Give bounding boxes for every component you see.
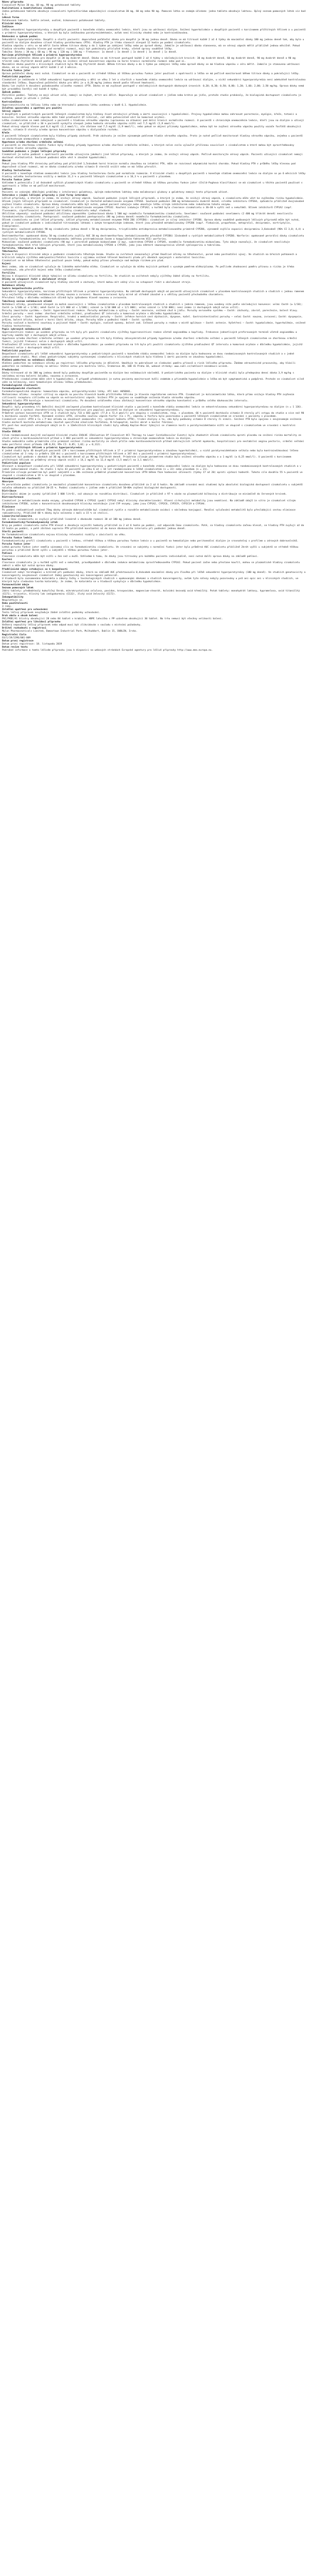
- paragraph: Cinacalcet Mylan 30 mg, 60 mg, 90 mg potahované tablety: [2, 4, 81, 7]
- section-heading: Pediatrická populace: [2, 462, 31, 465]
- section-heading: Hypotenze a/nebo zhoršení srdečního selhání: [2, 141, 63, 144]
- paragraph: Veškerý nepoužitý léčivý přípravek nebo odpad musí být zlikvidován v souladu s místními požadavky.: [2, 624, 142, 627]
- paragraph: Tabulka: Dávka | 30 mg | 60 mg | 90 mg | 120 mg | 180 mg — Frekvence: 1x denně | 1x denně | 1x denně | 1x denně | 1x denně.: [2, 50, 178, 54]
- paragraph: Tento léčivý přípravek nevyžaduje žádné zvláštní podmínky uchovávání.: [2, 612, 100, 615]
- paragraph: Datum první registrace: 18. listopadu 2019: [2, 642, 62, 646]
- paragraph: Léčba cinakalcetem se nemá zahajovat u pacientů s hladinou sérového vápníku (upravenou na albumin) pod dolní hranicí normálního rozmezí. U pacientů s chronickým onemocněním ledvin, kteří jsou na dialýze a užívají cinakalcet, se přibližně u 30 % pacientů vyskytla alespoň jedna hodnota sérového vápníku nižší než 7,5 mg/dl (1,9 mmol/l).: [2, 119, 306, 125]
- section-heading: Sekundární hyperparatyreóza: [2, 403, 41, 406]
- paragraph: Dávky titrované až do 300 mg jednou denně byly podávány dospělým pacientům na dialýze bez nežádoucích následků. U pediatrického pacienta na dialýze v klinické studii byla předepsána denní dávka 3,9 mg/kg s následnou mírnou bolestí žaludku, nauzeou a zvracením.: [2, 371, 296, 378]
- paragraph: Není známo, zda se cinakalcet vylučuje do lidského mateřského mléka. Cinakalcet se vylučuje do mléka kojících potkanů s vysokým poměrem mléko/plazma. Po pečlivém zhodnocení poměru přínosu a rizika je třeba rozhodnout, zda přerušit kojení nebo léčbu cinakalcetem.: [2, 265, 296, 272]
- paragraph: Účinek cinakalcetu na jiné léčivé přípravky. Léčivé přípravky metabolizované enzymem P450 2D6 (CYP2D6): cinakalcet je silný inhibitor CYP2D6. Úprava dávky souběžně podávaných léčivých přípravků může být nutná, pokud je cinakalcet podáván s individuálně titrovanými látkami s úzkým terapeutickým indexem, které jsou převážně metabolizovány CYP2D6 (např. flekainid, propafenon, metoprolol, desipramin, nortriptylin, klomipramin).: [2, 219, 301, 228]
- section-heading: Porucha funkce ledvin: [2, 537, 32, 540]
- paragraph: Ve farmakokinetice cinakalcetu nejsou klinicky relevantní rozdíly v závislosti na věku.: [2, 534, 126, 537]
- paragraph: Dextromethorfan: opakované dávky 50 mg cinakalcetu zvýšily AUC 30 mg dextromethorfanu (metabolizovaného převážně CYP2D6) 11násobně u rychlých metabolizátorů CYP2D6. Warfarin: opakované perorální dávky cinakalcetu neovlivnily farmakokinetiku ani farmakodynamiku (měřenou protrombinovým časem a koagulačním faktorem VII) warfarinu.: [2, 234, 306, 241]
- section-heading: Kouření: [2, 558, 12, 562]
- paragraph: U hlodavců byla zaznamenána katarakta a zákaly čočky v toxikologických studiích s opakovanými dávkami a studiích kancerogenity, avšak tyto nálezy nebyly pozorovány u psů ani opic ani v klinických studiích, ve kterých byla sledována tvorba katarakty. Je známo, že katarakta se u hlodavců vyskytuje v důsledku hypokalcémie.: [2, 577, 300, 583]
- section-heading: Kontraindikace: [2, 100, 22, 104]
- paragraph: Jádro tablety: předbobtnalý kukuřičný škrob, mikrokrystalická celulosa, povidon, krospovidon, magnesium-stearát, koloidní bezvodý oxid křemičitý. Potah tablety: monohydrát laktosy, hypromelosa, oxid titaničitý (E171), triacetin, hlinitý lak indigokarmínu (E132), žlutý oxid železitý (E172).: [2, 589, 301, 596]
- section-heading: Křeče: [2, 131, 9, 134]
- section-heading: Registrační čísla: [2, 633, 27, 636]
- paragraph: Neuplatňuje se.: [2, 599, 24, 602]
- section-heading: Léková forma: [2, 16, 20, 20]
- paragraph: Pacienti se vzácnými dědičnými problémy s intolerancí galaktosy, úplným nedostatkem laktázy nebo malabsorpcí glukosy a galaktosy nemají tento přípravek užívat.: [2, 191, 229, 194]
- paragraph: Bezpečnost cinakalcetu při léčbě sekundární hyperparatyreózy u pediatrických pacientů v konečném stádiu onemocnění ledvin na dialýze byla hodnocena ve dvou randomizovaných kontrolovaných studiích a v jedné jednoramenné studii. Mezi všemi pediatrickými subjekty vystavenými cinakalcetu v klinických studiích bylo hlášeno 1 úmrtí pacienta se závažnou hypokalcémií.: [2, 353, 296, 359]
- section-heading: Název přípravku: [2, 1, 24, 4]
- paragraph: Poruchy imunitního systému — časté: hypersenzitivní reakce. Poruchy metabolismu a výživy — časté: anorexie, snížená chuť k jídlu. Poruchy nervového systému — časté: záchvaty, závrať, parestezie, bolest hlavy. Srdeční poruchy — není známo: zhoršení srdečního selhání, prodloužení QT intervalu a komorová arytmie v důsledku hypokalcémie.: [2, 309, 300, 315]
- section-heading: Popis vybraných nežádoucích účinků: [2, 328, 51, 331]
- section-heading: Fertilita, těhotenství a kojení: [2, 247, 46, 250]
- paragraph: Hlášení podezření na nežádoucí účinky po registraci léčivého přípravku je důležité. Umožňuje to pokračovat ve sledování poměru přínosů a rizik léčivého přípravku. Žádáme zdravotnické pracovníky, aby hlásili podezření na nežádoucí účinky na adresu: Státní ústav pro kontrolu léčiv, Šrobárova 48, 100 41 Praha 10, webové stránky: www.sukl.cz/nahlasit-nezadouci-ucinek.: [2, 362, 297, 368]
- paragraph: Cinakalcet je indikován k léčbě sekundární hyperparatyreózy u dětí ve věku 3 let a starších v konečném stádiu onemocnění ledvin na udržovací dialýze, u nichž sekundární hyperparatyreóza není adekvátně kontrolována standardní léčbou. Doporučená počáteční dávka pro děti je ≤ 0,20 mg/kg jednou denně podle tělesné hmotnosti.: [2, 79, 307, 85]
- paragraph: Clearance cinakalcetu je u kuřáků vyšší než u nekuřáků, pravděpodobně v důsledku indukce metabolismu zprostředkovaného CYP1A2. Pokud pacient začne nebo přestane kouřit, mohou se plazmatické hladiny cinakalcetu změnit a může být nutná úprava dávky.: [2, 562, 301, 568]
- section-heading: Těhotenství: [2, 250, 18, 253]
- paragraph: Cinakalcet byl podáván v dávkách od 30 mg dvakrát denně až po 90 mg čtyřikrát denně. Primárním cílovým parametrem studie bylo snížení sérového vápníku o ≥ 1 mg/dl (≥ 0,25 mmol/l). U pacientů s karcinomem příštítných tělísek se průměrný sérový vápník snížil z 14,1 mg/dl na 12,4 mg/dl (3,5 mmol/l na 3,1 mmol/l).: [2, 455, 293, 462]
- section-heading: Předklinické údaje vztahující se k bezpečnosti: [2, 568, 68, 571]
- section-heading: Farmakokinetický/farmakodynamický vztah: [2, 521, 58, 524]
- section-heading: Doba použitelnosti: [2, 602, 28, 605]
- section-heading: Pediatrická populace: [2, 76, 31, 79]
- section-heading: Nežádoucí účinky: [2, 284, 25, 287]
- section-heading: Absorpce: [2, 481, 14, 484]
- section-heading: Dávkování a způsob podání: [2, 35, 38, 38]
- section-heading: Předávkování: [2, 368, 20, 371]
- section-heading: Kojení: [2, 262, 11, 265]
- section-heading: Eliminace: [2, 505, 15, 509]
- paragraph: Lehká porucha funkce jater neměla významný vliv na farmakokinetiku cinakalcetu. Ve srovnání se subjekty s normální funkcí jater byla průměrná AUC cinakalcetu přibližně 2krát vyšší u subjektů se středně těžkou poruchou a přibližně 4krát vyšší u subjektů s těžkou poruchou funkce jater.: [2, 546, 300, 552]
- paragraph: Cinakalcet snížil iPTH a Ca × P bez ohledu na závažnost onemocnění (tj. výchozí hodnotu iPTH), trvání dialýzy a to, zda byly podávány vitamin D steroly či nikoli. Snížení PTH bylo spojeno s nevýznamným snížením hladin markerů kostního metabolismu (kostně specifická alkalická fosfatáza, N-telopeptid, kostní obrat a kostní fibróza).: [2, 418, 303, 425]
- paragraph: Cévní poruchy — časté: hypotenze. Respirační, hrudní a mediastinální poruchy — časté: infekce horních cest dýchacích, dyspnoe, kašel. Gastrointestinální poruchy — velmi časté: nauzea, zvracení; časté: dyspepsie, průjem, bolest břicha, bolest v horní části břicha, zácpa. Poruchy kůže a podkožní tkáně — časté: vyrážka.: [2, 315, 304, 321]
- paragraph: Potahovaná tableta. Světle zelené, oválné, bikonvexní potahované tablety.: [2, 20, 106, 23]
- paragraph: Desipramin: současné podávání 90 mg cinakalcetu jednou denně s 50 mg desipraminu, tricyklického antidepresiva metabolizovaného primárně CYP2D6, významně zvýšilo expozici desipraminu 3,6násobně (90% CI 3,0; 4,4) u rychlých metabolizátorů CYP2D6.: [2, 228, 306, 234]
- section-heading: Farmakokinetické vlastnosti: [2, 478, 41, 481]
- paragraph: Doporučená počáteční dávka pro dospělé je 30 mg dvakrát denně. Dávka se má titrovat postupně každé 2 až 4 týdny v následujících krocích: 30 mg dvakrát denně, 60 mg dvakrát denně, 90 mg dvakrát denně a 90 mg třikrát nebo čtyřikrát denně podle potřeby ke snížení sérové koncentrace vápníku na horní hranici normálního rozmezí nebo pod ni.: [2, 57, 297, 63]
- paragraph: Léčba sekundární hyperparatyreózy u dospělých pacientů v konečném stádiu onemocnění ledvin, kteří jsou na udržovací dialýze. Snížení hyperkalcémie u dospělých pacientů s karcinomem příštítných tělísek a u pacientů s primární hyperparatyreózou, u kterých by byla indikována paratyreoidektomie, avšak není klinicky vhodná nebo je kontraindikována.: [2, 29, 307, 35]
- paragraph: Při post-hoc analýzách sdružených údajů ze 6- a 12měsíčních klinických studií byly odhady Kaplan-Meier týkající se zlomenin kostí a paratyreoidektomie nižší ve skupině s cinakalcetem ve srovnání s kontrolní skupinou.: [2, 425, 297, 431]
- paragraph: AUC a Cmax cinakalcetu se zvyšují přibližně lineárně v dávkovém rozmezí 30 až 180 mg jednou denně.: [2, 518, 142, 521]
- paragraph: V jedné studii bylo 46 dospělých pacientů (29 s karcinomem příštítných tělísek a 17 s primární hyperparatyreózou a závažnou hyperkalcémií, u nichž paratyreoidektomie selhala nebo byla kontraindikována) léčeno cinakalcetem až 3 roky (v průměru 328 dní u pacientů s karcinomem příštítných tělísek a 347 dní u pacientů s primární hyperparatyreózou).: [2, 449, 300, 455]
- section-heading: Kvalitativní a kvantitativní složení: [2, 7, 54, 10]
- paragraph: Nejsou k dispozici klinické údaje o podávání cinakalcetu těhotným ženám. Studie na zvířatech nenaznačují přímé škodlivé účinky na těhotenství, porod nebo postnatální vývoj. Ve studiích na březích potkanech a králících nebyla zjištěna embryonální/fetální toxicita s výjimkou snížené tělesné hmotnosti plodu při dávkách spojených s maternální toxicitou.: [2, 253, 299, 259]
- paragraph: Poruchy svalové a kosterní soustavy a pojivové tkáně — časté: myalgie, svalové spasmy, bolest zad. Celkové poruchy a reakce v místě aplikace — časté: astenie. Vyšetření — časté: hypokalcémie, hyperkalémie, snížené hladiny testosteronu.: [2, 321, 307, 328]
- section-heading: Tabulkový seznam nežádoucích účinků: [2, 300, 52, 303]
- paragraph: Sekundární hyperparatyreóza, karcinom příštítných tělísek a primární hyperparatyreóza. Na základě dostupných údajů od pacientů užívajících cinakalcet v placebem kontrolovaných studiích a studiích s jednou ramenem byly nejčastěji hlášenými nežádoucími účinky nauzea a zvracení. Nauzea a zvracení byly mírné až středně závažné a u většiny pacientů přechodného charakteru.: [2, 291, 306, 297]
- paragraph: Údaje in vitro ukazují, že cinakalcet je částečně metabolizován enzymem CYP1A2. Kouření indukuje CYP1A2; u kuřáků byla clearance cinakalcetu o 36–38 % vyšší než u nekuřáků. Účinek inhibitorů CYP1A2 (např. fluvoxamin, ciprofloxacin) na plazmatické hladiny cinakalcetu nebyl studován.: [2, 207, 294, 213]
- section-heading: Hlášení podezření na nežádoucí účinky: [2, 359, 55, 362]
- paragraph: Nežádoucí účinky, považované alespoň za možná související s léčbou cinakalcetem v placebem kontrolovaných studiích a studiích s jedním ramenem, jsou uvedeny níže podle následující konvence: velmi časté (≥ 1/10); časté (≥ 1/100 až < 1/10); méně časté (≥ 1/1 000 až < 1/100); vzácné (≥ 1/10 000 až < 1/1 000); velmi vzácné (< 1/10 000); není známo (z dostupných údajů nelze určit).: [2, 303, 304, 309]
- section-heading: Účinky na schopnost řídit a obsluhovat stroje: [2, 278, 66, 281]
- section-heading: Datum první registrace: [2, 639, 33, 642]
- section-heading: Interakce s jinými léčivými přípravky a jiné formy interakce: [2, 194, 88, 197]
- paragraph: Cinakalcet nebyl teratogenní u králíků při podávání dávky, která na základě AUC představovala 0,4násobek maximální dávky pro člověka při léčbě sekundární hyperparatyreózy (180 mg denně). Ve studiích genotoxicity a kancerogenity nevykazoval cinakalcet žádný genotoxický ani kancerogenní potenciál.: [2, 571, 307, 577]
- section-heading: Karcinom příštítných tělísek a primární hyperparatyreóza: [2, 446, 82, 449]
- paragraph: Snížení hladin PTH koreluje s koncentrací cinakalcetu. Po dosažení ustáleného stavu zůstávají koncentrace sérového vápníku konstantní v průběhu celého dávkovacího intervalu.: [2, 400, 249, 402]
- paragraph: Uhličitan vápenatý: současné podávání uhličitanu vápenatého (jednorázová dávka 1 500 mg) nezměnilo farmakokinetiku cinakalcetu. Sevelamer: současné podávání sevelameru (2 400 mg třikrát denně) neovlivnilo farmakokinetiku cinakalcetu. Pantoprazol: současné podávání pantoprazolu (80 mg jednou denně) nezměnilo farmakokinetiku cinakalcetu.: [2, 213, 294, 219]
- section-heading: Zvláštní opatření pro uchovávání: [2, 608, 48, 612]
- paragraph: Midazolam: současné podávání cinakalcetu (90 mg) s perorálně podaným midazolamem (2 mg), substrátem CYP3A4 a CYP3A5, nezměnilo farmakokinetiku midazolamu. Tyto údaje naznačují, že cinakalcet neovlivňuje farmakokinetiku těch tříd léčivých přípravků, které jsou metabolizovány CYP3A4 a CYP3A5, jako jsou některé imunosupresiva včetně cyklosporinu a takrolimu.: [2, 241, 291, 247]
- paragraph: Pokud sérový vápník klesne pod 8,4 mg/dl (2,1 mmol/l), ale zůstane nad 7,5 mg/dl (1,9 mmol/l), nebo pokud se objeví příznaky hypokalcémie, mohou být ke zvýšení sérového vápníku použity vazače fosfátů obsahující vápník, vitamin D steroly a/nebo úprava koncentrace vápníku v dialyzačním roztoku.: [2, 125, 303, 131]
- section-heading: Biotransformace: [2, 496, 24, 499]
- section-heading: Porucha funkce jater: [2, 543, 31, 546]
- paragraph: Hypersenzitivní reakce: po uvedení přípravku na trh byly při použití cinakalcetu zjištěny hypersenzitivní reakce včetně angioedému a kopřivky. Frekvence jednotlivých preferovaných termínů včetně angioedému a kopřivky nemůže být z dostupných údajů určena.: [2, 331, 299, 337]
- paragraph: Průměrné výchozí koncentrace iPTH ve 3 studiích byly 733 a 683 pg/ml (77,8 a 72,4 pmol/l) pro skupiny s cinakalcetem, resp. s placebem. 66 % pacientů dostávalo vitamin D steroly při vstupu do studie a více než 90 % dostávalo vazače fosfátů. Významné snížení iPTH, sérového součinu vápník-fosfor (Ca × P), vápníku a fosforu bylo pozorováno u pacientů léčených cinakalcetem ve srovnání s pacienty s placebem.: [2, 412, 306, 418]
- section-heading: Zvláštní opatření pro likvidaci přípravku: [2, 621, 61, 624]
- paragraph: Hladina vápníku v séru se má měřit často během titrace dávky a do 1 týdne po zahájení léčby nebo po úpravě dávky. Jakmile je udržovací dávka stanovena, má se sérový vápník měřit přibližně jednou měsíčně. Pokud hladina sérového vápníku klesne pod normální rozmezí, mají být podniknuty příslušné kroky, včetně úpravy souběžné léčby.: [2, 44, 301, 50]
- section-heading: Pohlaví: [2, 552, 12, 555]
- paragraph: 3 roky.: [2, 605, 12, 608]
- paragraph: Hypersenzitivita na léčivou látku nebo na kteroukoli pomocnou látku uvedenou v bodě 6.1. Hypokalcémie.: [2, 104, 148, 107]
- section-heading: Souhrn bezpečnostního profilu: [2, 287, 44, 291]
- paragraph: Předávkování cinakalcetem může vést k hypokalcémii. V případě předávkování je nutno pacienty monitorovat kvůli známkám a příznakům hypokalcémie a léčba má být symptomatická a podpůrná. Protože se cinakalcet silně váže na bílkoviny, není hemodialýza účinnou léčbou předávkování.: [2, 378, 306, 384]
- paragraph: Mylan Pharmaceuticals Limited, Damastown Industrial Park, Mulhuddart, Dublin 15, DUBLIN, Irsko.: [2, 630, 138, 633]
- section-heading: Zvláštní upozornění a opatření pro použití: [2, 107, 62, 110]
- paragraph: PVC/PVDC/Al blistry obsahující 28 nebo 84 tablet v krabičce. HDPE lahvička s PP uzávěrem obsahující 30 tablet. Na trhu nemusí být všechny velikosti balení.: [2, 618, 223, 621]
- paragraph: Brzy po podání cinakalcetu začne PTH klesat a dosahuje nejnižší hodnoty přibližně za 2 až 6 hodin po podání, což odpovídá Cmax cinakalcetu. Poté, co hladiny cinakalcetu začnou klesat, se hladiny PTH zvyšují až do 12 hodin po podání, a poté zůstává supresie PTH přibližně konstantní až do konce dávkovacího intervalu při podávání jednou denně.: [2, 524, 306, 530]
- paragraph: EU/1/19/1396/001-009: [2, 636, 31, 639]
- paragraph: Clearance cinakalcetu může být nižší u žen než u mužů. Vzhledem k tomu, že dávky jsou titrovány pro každého pacienta individuálně, není nutná další úprava dávky na základě pohlaví.: [2, 555, 259, 558]
- paragraph: U pacientů léčených cinakalcetem byly hlášeny případy záchvatů. Práh záchvatu je snížen významným poklesem hladin sérového vápníku. Proto je nutné pečlivě monitorovat hladiny sérového vápníku, zejména u pacientů se záchvatovým onemocněním v anamnéze.: [2, 135, 304, 141]
- paragraph: Hypotenze a/nebo zhoršení srdečního selhání: po uvedení přípravku na trh byly hlášeny idiosynkratické případy hypotenze a/nebo zhoršení srdečního selhání u pacientů léčených cinakalcetem se zhoršenou srdeční funkcí, jejichž frekvenci nelze z dostupných údajů určit.: [2, 337, 299, 344]
- section-heading: Porucha funkce jater: [2, 178, 31, 181]
- paragraph: Účinek jiných léčivých přípravků na cinakalcet. Cinakalcet je částečně metabolizován enzymem CYP3A4. Současné podávání 200 mg ketokonazolu dvakrát denně, silného inhibitoru CYP3A4, způsobilo přibližně dvojnásobné zvýšení hladin cinakalcetu. Úprava dávky cinakalcetu může být nutná, pokud pacient zahajuje nebo ukončuje léčbu silným inhibitorem nebo induktorem tohoto enzymu.: [2, 200, 306, 207]
- paragraph: Dávku lze zvýšit k dosažení požadovaného cílového rozmezí iPTH. Dávka se má zvyšovat postupně v následujících dostupných dávkových úrovních: 0,20; 0,30; 0,50; 0,80; 1,20; 1,60; 2,00; 2,50 mg/kg. Úprava dávky nemá být prováděna častěji než každé 4 týdny.: [2, 85, 306, 91]
- paragraph: Maximální dávka použitá v klinických studiích byla 90 mg čtyřikrát denně. Během titrace dávky a do 1 týdne po zahájení léčby nebo úpravě dávky se má hladina vápníku v séru měřit. Jakmile je stanovena udržovací dávka, má se sérový vápník měřit každé 2 až 3 měsíce.: [2, 63, 301, 69]
- paragraph: Cinakalcet se má během těhotenství používat pouze tehdy, pokud možný přínos převažuje nad možným rizikem pro plod.: [2, 259, 165, 262]
- paragraph: Po podání radioaktivně značené 75mg dávky zdravým dobrovolníkům byl cinakalcet rychle a rozsáhle metabolizován oxidací s následnou konjugací. Renální vylučování metabolitů bylo převládající cestou eliminace radioaktivity. Přibližně 80 % dávky bylo nalezeno v moči a 15 % ve stolici.: [2, 509, 297, 515]
- paragraph: Studie nedosáhla svého primárního cíle prokázat snížení rizika mortality ze všech příčin nebo kardiovaskulárních příhod zahrnujících infarkt myokardu, hospitalizaci pro nestabilní anginu pectoris, srdeční selhání nebo periferní cévní příhodu (HR 0,93; 95% CI: 0,85; 1,02; p = 0,112).: [2, 440, 306, 446]
- paragraph: Cinakalcet je nutno podávat s opatrností pacientům užívajícím jakékoli jiné léčivé přípravky, o kterých je známo, že snižují sérový vápník. Pečlivě monitorujte sérový vápník. Pacienti užívající cinakalcet nemají dostávat etelkalcetid. Současné podávání může vést k závažné hypokalcémii.: [2, 154, 304, 160]
- paragraph: Léčivé přípravky, o kterých je známo, že snižují sérový vápník. Současné podávání jiných léčivých přípravků, o kterých je známo, že snižují sérový vápník, a cinakalcetu může vést ke zvýšenému riziku hypokalcémie.: [2, 197, 304, 200]
- section-heading: Klinické údaje: [2, 23, 22, 26]
- paragraph: Podrobné informace o tomto léčivém přípravku jsou k dispozici na webových stránkách Evropské agentury pro léčivé přípravky http://www.ema.europa.eu.: [2, 649, 213, 652]
- section-heading: Souběžné podávání s jinými léčivými přípravky: [2, 150, 66, 154]
- section-heading: Datum revize textu: [2, 646, 28, 649]
- section-heading: Obecné: [2, 160, 11, 163]
- paragraph: Dospělí: byly provedeny tři 6měsíční dvojitě zaslepené placebem kontrolované klinické studie u pacientů v konečném stádiu onemocnění ledvin se nekontrolovanou sekundární hyperparatyreózou na dialýze (n = 1 136). Demografické a výchozí charakteristiky byly reprezentativní pro populaci pacientů na dialýze se sekundární hyperparatyreózou.: [2, 406, 304, 412]
- paragraph: Perorální podání. Tablety se mají užívat celé, nemají se žvýkat, drtit ani dělit. Doporučuje se užívat cinakalcet s jídlem nebo krátce po jídle, protože studie prokázaly, že biologická dostupnost cinakalcetu je zvýšena, pokud je užíván s jídlem.: [2, 94, 303, 100]
- section-heading: Karcinom příštítných tělísek a primární hyperparatyreóza: [2, 54, 82, 57]
- section-heading: Sérový vápník: [2, 110, 21, 113]
- section-heading: Starší pacienti: [2, 530, 24, 533]
- section-heading: Studie EVOLVE: [2, 431, 21, 434]
- paragraph: Distribuční objem je vysoký (přibližně 1 000 litrů), což ukazuje na rozsáhlou distribuci. Cinakalcet je přibližně z 97 % vázán na plazmatické bílkoviny a distribuuje se minimálně do červených krvinek.: [2, 493, 287, 496]
- paragraph: Sekundární hyperparatyreóza. Dospělí a starší pacienti: doporučená počáteční dávka pro dospělé je 30 mg jednou denně. Dávka se má titrovat každé 2 až 4 týdny do maximální dávky 180 mg jednou denně tak, aby bylo u pacientů na dialýze dosaženo cílové hladiny parathormonu (PTH). Hladiny PTH je třeba stanovit alespoň 12 hodin po podání cinakalcetu.: [2, 38, 306, 44]
- section-heading: Porucha funkce jater: [2, 70, 31, 73]
- section-heading: Druh obalu a obsah balení: [2, 615, 38, 618]
- section-heading: Farmakologické vlastnosti: [2, 384, 38, 387]
- paragraph: U pacientů s konečným stádiem onemocnění ledvin jsou hladiny testosteronu často pod normálním rozmezím. V klinické studii u dospělých pacientů s konečným stádiem onemocnění ledvin na dialýze se po 6 měsících léčby hladiny volného testosteronu snížily o medián 31,3 % u pacientů léčených cinakalcetem a o 16,3 % u pacientů s placebem.: [2, 172, 307, 178]
- paragraph: U pacientů se zhoršenou srdeční funkcí byly hlášeny případy hypotenze a/nebo zhoršení srdečního selhání, u kterých nelze zcela vyloučit příčinnou souvislost s cinakalcetem a které mohou být zprostředkovány snížením hladin sérového vápníku.: [2, 144, 296, 150]
- section-heading: Farmaceutické údaje: [2, 583, 29, 586]
- paragraph: Farmakokinetický profil cinakalcetu u pacientů s lehkou, středně těžkou a těžkou poruchou funkce ledvin a u pacientů na hemodialýze nebo peritoneální dialýze je srovnatelný s profilem u zdravých dobrovolníků.: [2, 540, 299, 543]
- paragraph: Pokud jsou hladiny PTH chronicky potlačeny pod přibližně 1,5násobek horní hranice normálu zkouškou na intaktní PTH, může se rozvinout adynamická kostní choroba. Pokud hladiny PTH v průběhu léčby klesnou pod doporučené cílové rozmezí, má se dávka cinakalcetu a/nebo vitamin D sterolů snížit nebo se má léčba přerušit.: [2, 163, 297, 169]
- paragraph: Po perorálním podání cinakalcetu je maximální plazmatické koncentrace cinakalcetu dosaženo přibližně za 2 až 6 hodin. Na základě srovnání mezi studiemi byla absolutní biologická dostupnost cinakalcetu u subjektů nalačno odhadnuta na přibližně 20–25 %. Podání cinakalcetu s jídlem vede k přibližně 50–80% zvýšení biologické dostupnosti.: [2, 484, 304, 490]
- section-heading: Linearita/nelinearita: [2, 515, 32, 518]
- paragraph: U pacientů užívajících cinakalcet byly hlášeny závratě a záchvaty, které mohou mít vážný vliv na schopnost řídit a obsluhovat stroje.: [2, 281, 192, 284]
- paragraph: Vzhledem k potenciálu 2 až 4násobně vyšších plazmatických hladin cinakalcetu u pacientů se středně těžkou až těžkou poruchou funkce jater (Child-Pughova klasifikace) se má cinakalcet u těchto pacientů používat s opatrností a léčba se má pečlivě monitorovat.: [2, 181, 304, 188]
- section-heading: Laktosa: [2, 188, 12, 191]
- paragraph: Cílem randomizované dvojitě zaslepené klinické studie EVOLVE (EValuation Of Cinacalcet HCl Therapy to Lower CardioVascular Events) bylo zhodnotit účinek cinakalcetu oproti placebu na snížení rizika mortality ze všech příčin a kardiovaskulárních příhod u 3 883 pacientů se sekundární hyperparatyreózou a chronickým onemocněním ledvin na dialýze.: [2, 434, 303, 440]
- paragraph: Cinakalcet je metabolizován mnoha enzymy, převážně CYP3A4 a CYP1A2 (podíl CYP1A2 nebyl klinicky charakterizován). Hlavní cirkulující metabolity jsou neaktivní. Na základě údajů in vitro je cinakalcet silným inhibitorem CYP2D6, avšak v koncentracích dosahovaných klinicky neinhibuje jiné CYP enzymy, jako jsou CYP1A2, CYP2C8, CYP2C9, CYP2C19 a CYP3A4.: [2, 499, 297, 505]
- section-heading: Hladiny testosteronu: [2, 169, 31, 172]
- paragraph: Přerušení léčby v důsledku nežádoucích účinků bylo způsobeno hlavně nauzeou a zvracením.: [2, 297, 128, 300]
- paragraph: Nejsou k dispozici klinické údaje týkající se účinku cinakalcetu na fertilitu. Ve studiích na zvířatech nebyly zjištěny žádné účinky na fertilitu.: [2, 275, 210, 278]
- section-heading: Pediatrická populace: [2, 350, 31, 353]
- section-heading: Držitel rozhodnutí o registraci: [2, 627, 46, 630]
- paragraph: Úprava počáteční dávky není nutná. Cinakalcet se má u pacientů se středně těžkou až těžkou poruchou funkce jater používat s opatrností a léčba se má pečlivě monitorovat během titrace dávky a pokračující léčby.: [2, 73, 300, 76]
- paragraph: Primárním cílovým parametrem byl podíl subjektů s ≥ 30% snížením průměrné plazmatické koncentrace iPTH během fáze hodnocení účinnosti (týdny 17 až 20) oproti výchozí hodnotě. Tohoto cíle dosáhlo 55 % pacientů ve skupině s cinakalcetem a 19 % ve skupině s placebem.: [2, 471, 304, 478]
- paragraph: Farmakoterapeutická skupina: homeostáza vápníku, antiparathyroidní látky. ATC kód: H05BX01.: [2, 390, 132, 393]
- section-heading: Fertilita: [2, 272, 15, 275]
- section-heading: Inkompatibility: [2, 596, 24, 599]
- section-heading: Farmakodynamické vlastnosti: [2, 387, 41, 390]
- section-heading: Distribuce: [2, 490, 16, 493]
- section-heading: Seznam pomocných látek: [2, 586, 33, 589]
- paragraph: U dospělých a pediatrických pacientů léčených cinakalcetem byly hlášeny život ohrožující příhody a úmrtí související s hypokalcémií. Projevy hypokalcémie mohou zahrnovat parestezie, myalgie, křeče, tetanii a konvulze. Snížení sérového vápníku může také prodloužit QT interval, což může potenciálně vést ke komorové arytmii.: [2, 113, 299, 119]
- paragraph: Mechanismus účinku: receptor citlivý na vápník na povrchu hlavních buněk příštítného tělíska je hlavním regulátorem sekrece PTH. Cinakalcet je kalcimimetická látka, která přímo snižuje hladiny PTH zvýšením citlivosti receptoru citlivého na vápník na extracelulární vápník. Snížení PTH je spojeno se souběžným snížením hladin sérového vápníku.: [2, 393, 296, 399]
- paragraph: Jedna potahovaná tableta obsahuje cinacalceti hydrochloridum odpovídající cinacalcetum 30 mg, 60 mg nebo 90 mg. Pomocná látka se známým účinkem: jedna tableta obsahuje laktosu. Úplný seznam pomocných látek viz bod 6.1.: [2, 10, 307, 16]
- paragraph: Účinnost a bezpečnost cinakalcetu při léčbě sekundární hyperparatyreózy u pediatrických pacientů v konečném stádiu onemocnění ledvin na dialýze byla hodnocena ve dvou randomizovaných kontrolovaných studiích a v jedné jednoramenné studii. Ve studii 1 bylo 43 pacientů ve věku 6 až < 18 let randomizováno k léčbě cinakalcetem (n = 22) nebo placebem (n = 21).: [2, 465, 303, 471]
- paragraph: Prodloužení QT intervalu a komorová arytmie v důsledku hypokalcémie: po uvedení přípravku na trh bylo při použití cinakalcetu zjištěno prodloužení QT intervalu a komorová arytmie v důsledku hypokalcémie, jejichž frekvenci nelze z dostupných údajů určit.: [2, 344, 304, 350]
- section-heading: Způsob podání: [2, 91, 21, 94]
- section-heading: Indikace: [2, 26, 14, 29]
